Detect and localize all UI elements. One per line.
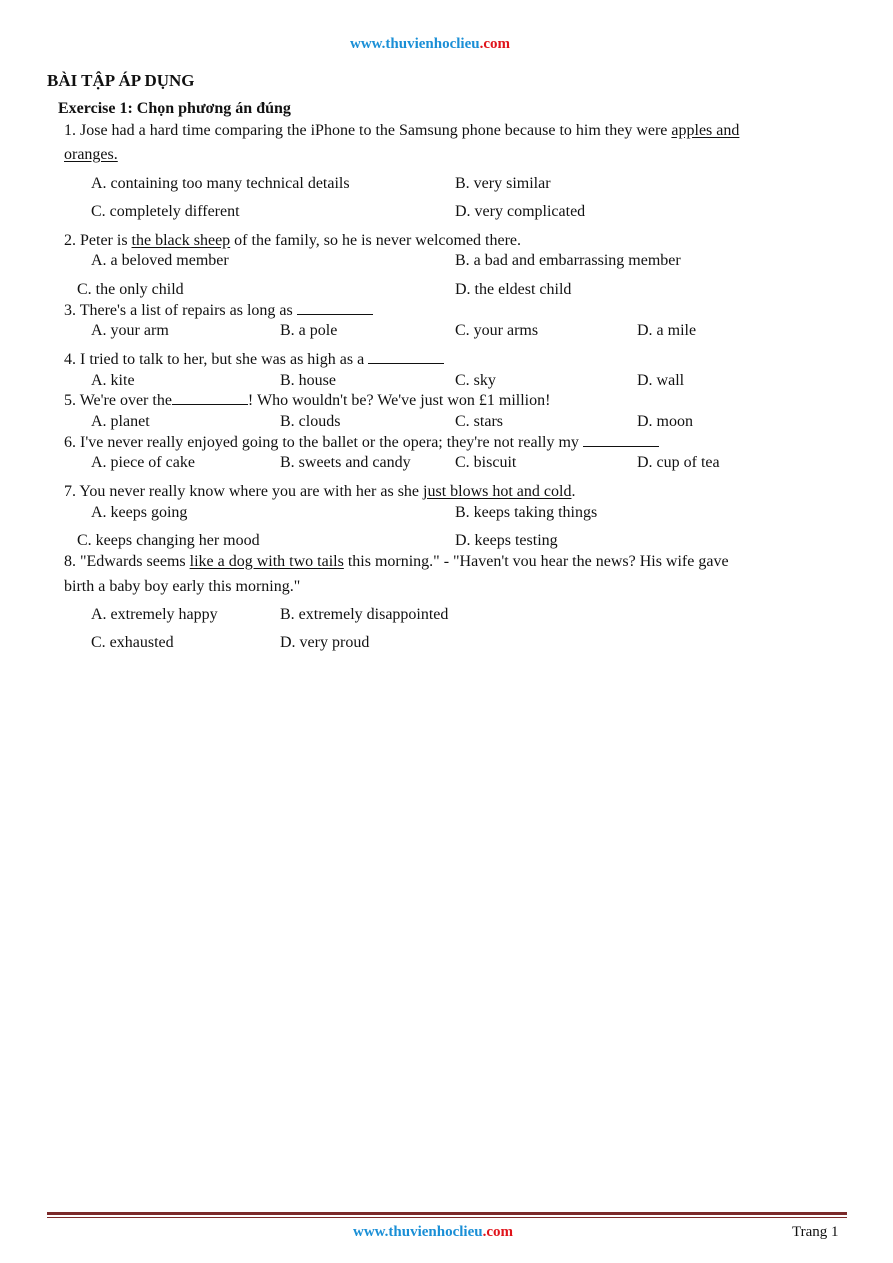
question-6-stem (64, 432, 659, 454)
question-2-stem (64, 230, 521, 252)
question-3-stem (64, 300, 373, 322)
page-number: Trang 1 (792, 1224, 839, 1240)
option: A. extremely happy (91, 606, 218, 623)
question-7-text-post: . (571, 483, 576, 500)
header-site-blue: www.thuvienhoclieu (350, 36, 480, 52)
option: D. wall (637, 372, 685, 389)
section-title: BÀI TẬP ÁP DỤNG (47, 71, 195, 90)
question-7-underlined: just blows hot and cold (423, 483, 572, 500)
footer-site-blue: www.thuvienhoclieu (353, 1224, 483, 1240)
question-7-text-pre: 7. You never really know where you are with her as she (64, 483, 424, 500)
option: A. your arm (91, 322, 169, 339)
question-8-text-post: this morning." - "Haven't vou hear the news? His wife gave (343, 553, 729, 570)
option: C. the only child (77, 281, 184, 298)
option: C. stars (455, 413, 503, 430)
answer-blank (583, 432, 659, 447)
option: B. sweets and candy (280, 454, 411, 471)
option: C. keeps changing her mood (77, 532, 260, 549)
question-7-stem (64, 481, 575, 503)
question-5-text-pre: 5. We're over the (64, 392, 172, 409)
option: B. clouds (280, 413, 341, 430)
option: C. biscuit (455, 454, 517, 471)
header-site-link[interactable] (350, 33, 510, 55)
option: D. a mile (637, 322, 697, 339)
question-6-text: 6. I've never really enjoyed going to the ballet or the opera; they're not really my (64, 434, 583, 451)
option: B. a pole (280, 322, 338, 339)
option: A. a beloved member (91, 252, 229, 269)
option: D. cup of tea (637, 454, 720, 471)
option: A. keeps going (91, 504, 188, 521)
question-1-underlined-b: oranges. (64, 146, 118, 163)
answer-blank (297, 300, 373, 315)
question-5-stem (64, 390, 550, 412)
question-8-stem-line2: birth a baby boy early this morning." (64, 578, 301, 595)
option: C. completely different (91, 203, 240, 220)
question-1-underlined-a: apples and (671, 122, 740, 139)
option: A. containing too many technical details (91, 175, 350, 192)
footer-site-red: .com (482, 1224, 514, 1240)
question-1-stem (64, 120, 739, 142)
option: A. planet (91, 413, 150, 430)
option: A. kite (91, 372, 135, 389)
option: D. keeps testing (455, 532, 558, 549)
option: D. very complicated (455, 203, 586, 220)
option: A. piece of cake (91, 454, 195, 471)
option: B. very similar (455, 175, 551, 192)
question-8-text-pre: 8. "Edwards seems (64, 553, 190, 570)
answer-blank (172, 390, 248, 405)
footer-divider-thick (47, 1212, 847, 1215)
option: B. house (280, 372, 336, 389)
footer-divider-thin (47, 1217, 847, 1218)
header-site-red: .com (479, 36, 511, 52)
option: D. moon (637, 413, 693, 430)
option: C. your arms (455, 322, 539, 339)
question-5-text-post: ! Who wouldn't be? We've just won £1 million! (247, 392, 551, 409)
question-2-text-pre: 2. Peter is (64, 232, 132, 249)
question-8-underlined: like a dog with two tails (189, 553, 344, 570)
option: D. the eldest child (455, 281, 572, 298)
question-1-text: 1. Jose had a hard time comparing the iPhone to the Samsung phone because to him they were (64, 122, 672, 139)
question-3-text: 3. There's a list of repairs as long as (64, 302, 297, 319)
footer-site-link[interactable] (353, 1221, 513, 1243)
option: B. a bad and embarrassing member (455, 252, 681, 269)
question-1-stem-line2 (64, 144, 118, 166)
question-4-text: 4. I tried to talk to her, but she was as high as a (64, 351, 369, 368)
question-4-stem (64, 349, 444, 371)
question-8-stem (64, 551, 729, 573)
question-2-underlined: the black sheep (131, 232, 231, 249)
answer-blank (368, 349, 444, 364)
option: C. exhausted (91, 634, 174, 651)
option: B. extremely disappointed (280, 606, 449, 623)
question-2-text-post: of the family, so he is never welcomed there. (230, 232, 522, 249)
option: D. very proud (280, 634, 370, 651)
option: C. sky (455, 372, 496, 389)
exercise-title: Exercise 1: Chọn phương án đúng (58, 100, 291, 117)
option: B. keeps taking things (455, 504, 598, 521)
